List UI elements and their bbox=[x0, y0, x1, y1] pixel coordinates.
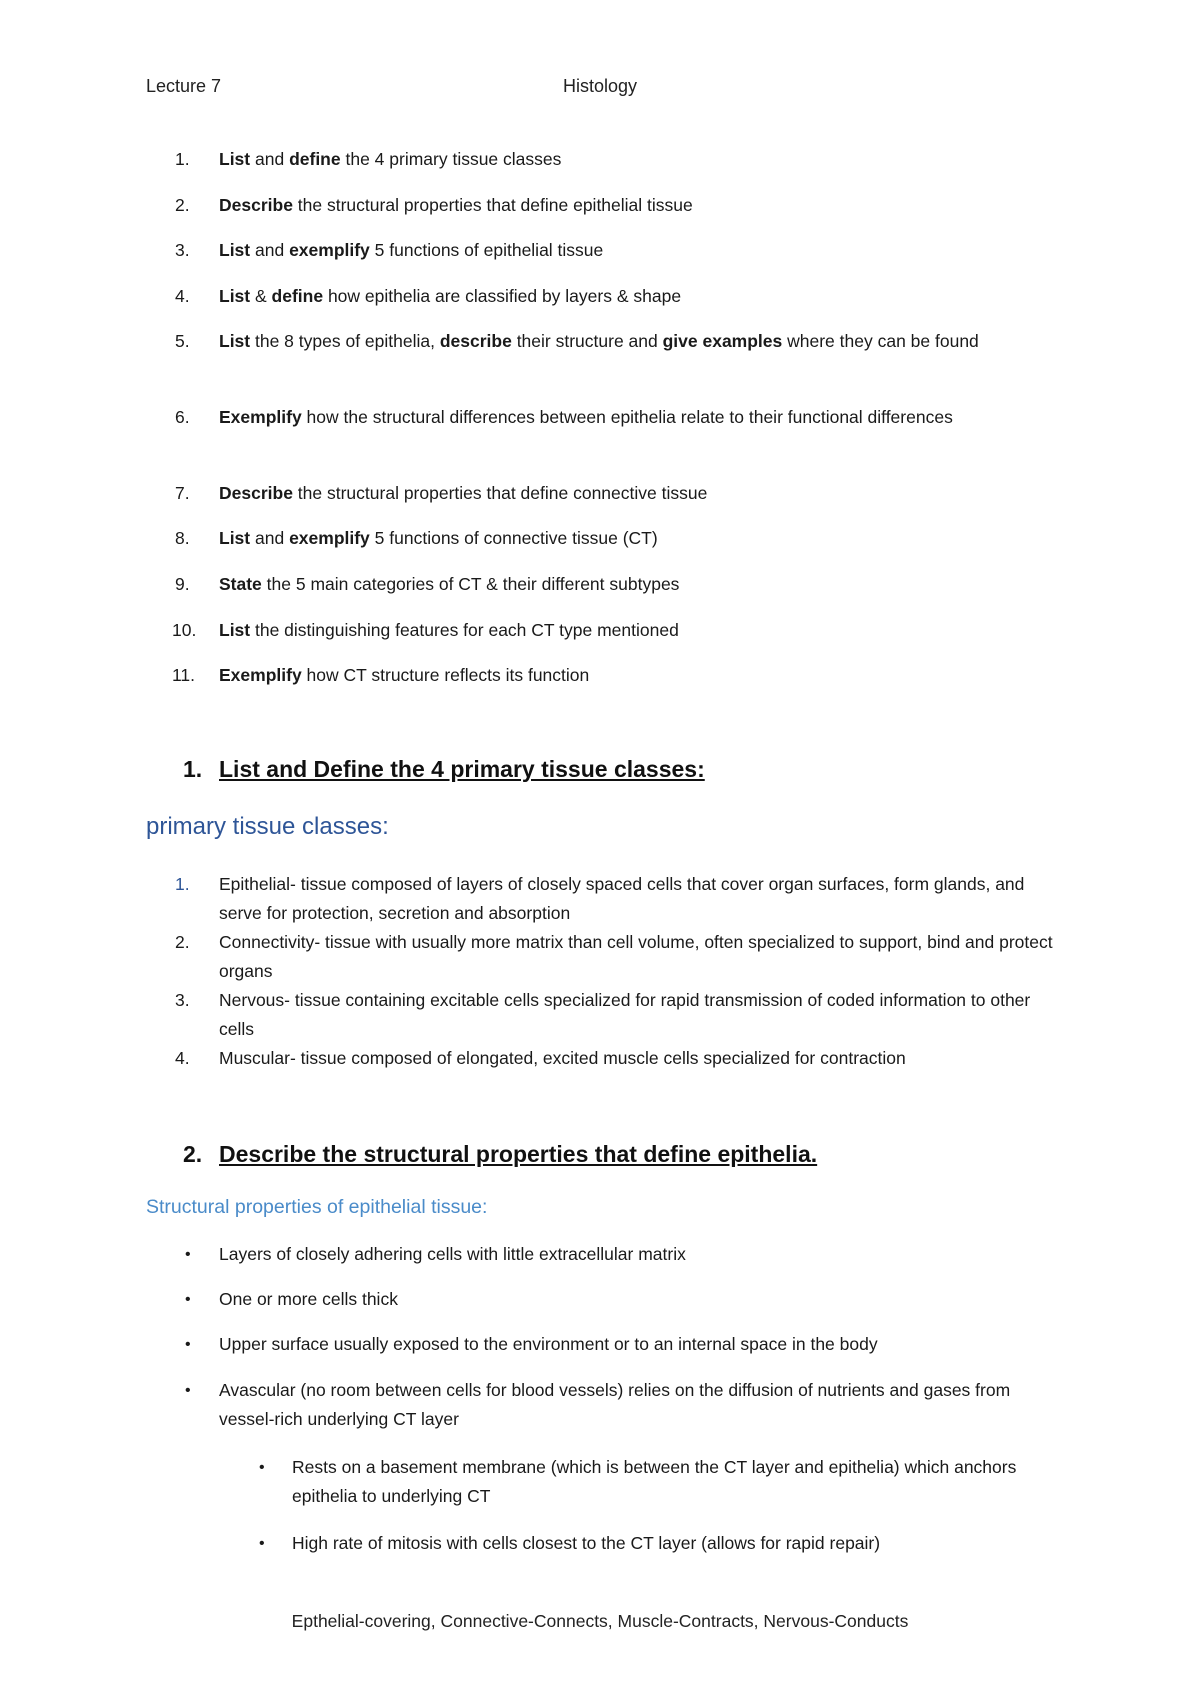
section-2-subheading: Structural properties of epithelial tissue: bbox=[146, 1196, 488, 1218]
objective-run: and bbox=[250, 240, 290, 260]
property-sub-text: High rate of mitosis with cells closest to the CT layer (allows for rapid repair) bbox=[292, 1533, 881, 1553]
bullet-glyph: • bbox=[259, 1459, 265, 1476]
objective-run: the structural properties that define connective tissue bbox=[292, 483, 708, 503]
objective-run: 5 functions of connective tissue (CT) bbox=[369, 528, 658, 548]
page-footer: Epthelial-covering, Connective-Connects, Muscle-Contracts, Nervous-Conducts bbox=[291, 1611, 909, 1631]
objective-text bbox=[219, 661, 1062, 690]
objective-keyword: List bbox=[219, 620, 251, 640]
objective-text bbox=[219, 145, 1062, 174]
tissue-class-number: 2. bbox=[175, 932, 190, 952]
objective-keyword: List bbox=[219, 331, 251, 351]
objective-keyword: Describe bbox=[219, 483, 293, 503]
objective-keyword: State bbox=[219, 574, 262, 594]
header-center: Histology bbox=[563, 76, 638, 96]
objective-keyword: define bbox=[271, 286, 324, 306]
tissue-class-text: Connectivity- tissue with usually more matrix than cell volume, often specialized to support, bind and protect organs bbox=[219, 932, 1053, 981]
objective-keyword: give examples bbox=[662, 331, 783, 351]
tissue-class-number: 4. bbox=[175, 1048, 190, 1068]
objective-text bbox=[219, 403, 1062, 432]
property-text: Upper surface usually exposed to the environment or to an internal space in the body bbox=[219, 1334, 878, 1354]
objective-number: 1. bbox=[175, 149, 190, 169]
objective-text bbox=[219, 191, 1062, 220]
objective-run: how the structural differences between epithelia relate to their functional differences bbox=[301, 407, 953, 427]
objective-run: 5 functions of epithelial tissue bbox=[369, 240, 604, 260]
objective-number: 5. bbox=[175, 331, 190, 351]
section-1-number: 1. bbox=[183, 756, 203, 782]
bullet-glyph: • bbox=[185, 1382, 191, 1399]
objective-text bbox=[219, 479, 1062, 508]
objective-keyword: exemplify bbox=[289, 240, 370, 260]
property-text: Layers of closely adhering cells with little extracellular matrix bbox=[219, 1244, 686, 1264]
bullet-glyph: • bbox=[259, 1535, 265, 1552]
objective-keyword: Describe bbox=[219, 195, 293, 215]
objective-number: 9. bbox=[175, 574, 190, 594]
section-2-number: 2. bbox=[183, 1141, 203, 1167]
objective-run: the structural properties that define epithelial tissue bbox=[292, 195, 693, 215]
objective-keyword: List bbox=[219, 149, 251, 169]
objective-number: 4. bbox=[175, 286, 190, 306]
property-text: Avascular (no room between cells for blood vessels) relies on the diffusion of nutrients and gases from vessel-rich underlying CT layer bbox=[219, 1380, 1011, 1429]
bullet-glyph: • bbox=[185, 1246, 191, 1263]
objective-number: 6. bbox=[175, 407, 190, 427]
tissue-class-number: 1. bbox=[175, 874, 190, 894]
objective-run: the 8 types of epithelia, bbox=[250, 331, 440, 351]
objective-number: 2. bbox=[175, 195, 190, 215]
objective-keyword: Exemplify bbox=[219, 665, 302, 685]
objective-number: 8. bbox=[175, 528, 190, 548]
objective-run: the distinguishing features for each CT type mentioned bbox=[250, 620, 679, 640]
objective-text bbox=[219, 236, 1062, 265]
objective-run: how CT structure reflects its function bbox=[301, 665, 590, 685]
objective-keyword: exemplify bbox=[289, 528, 370, 548]
tissue-class-text: Nervous- tissue containing excitable cells specialized for rapid transmission of coded information to other cells bbox=[219, 990, 1031, 1039]
objective-text bbox=[219, 570, 1062, 599]
objective-keyword: describe bbox=[439, 331, 512, 351]
objective-keyword: List bbox=[219, 528, 251, 548]
objective-run: and bbox=[250, 528, 290, 548]
objective-run: & bbox=[250, 286, 272, 306]
objective-keyword: List bbox=[219, 240, 251, 260]
objective-keyword: List bbox=[219, 286, 251, 306]
tissue-class-text: Muscular- tissue composed of elongated, excited muscle cells specialized for contraction bbox=[219, 1048, 906, 1068]
tissue-class-text: Epithelial- tissue composed of layers of closely spaced cells that cover organ surfaces, form glands, and serve for protection, secretion and absorption bbox=[219, 874, 1025, 923]
objective-run: how epithelia are classified by layers & shape bbox=[323, 286, 682, 306]
section-1-title: List and Define the 4 primary tissue classes: bbox=[219, 756, 705, 782]
objective-number: 11. bbox=[172, 665, 196, 685]
section-2-title: Describe the structural properties that define epithelia. bbox=[219, 1141, 818, 1167]
objective-number: 7. bbox=[175, 483, 190, 503]
objective-text bbox=[219, 524, 1062, 553]
objective-run: where they can be found bbox=[782, 331, 979, 351]
tissue-class-number: 3. bbox=[175, 990, 190, 1010]
objective-keyword: define bbox=[289, 149, 341, 169]
objective-run: and bbox=[250, 149, 290, 169]
objective-run: their structure and bbox=[511, 331, 663, 351]
objective-text bbox=[219, 282, 1062, 311]
objective-number: 10. bbox=[172, 620, 197, 640]
objective-number: 3. bbox=[175, 240, 190, 260]
section-1-subheading: primary tissue classes: bbox=[146, 813, 389, 840]
bullet-glyph: • bbox=[185, 1291, 191, 1308]
objective-run: the 5 main categories of CT & their different subtypes bbox=[261, 574, 680, 594]
bullet-glyph: • bbox=[185, 1336, 191, 1353]
objective-run: the 4 primary tissue classes bbox=[340, 149, 562, 169]
objective-text bbox=[219, 327, 1062, 356]
objective-keyword: Exemplify bbox=[219, 407, 302, 427]
property-sub-text: Rests on a basement membrane (which is between the CT layer and epithelia) which anchors epithelia to underlying CT bbox=[292, 1457, 1017, 1506]
header-left: Lecture 7 bbox=[146, 76, 222, 96]
property-text: One or more cells thick bbox=[219, 1289, 398, 1309]
objective-text bbox=[219, 616, 1062, 645]
